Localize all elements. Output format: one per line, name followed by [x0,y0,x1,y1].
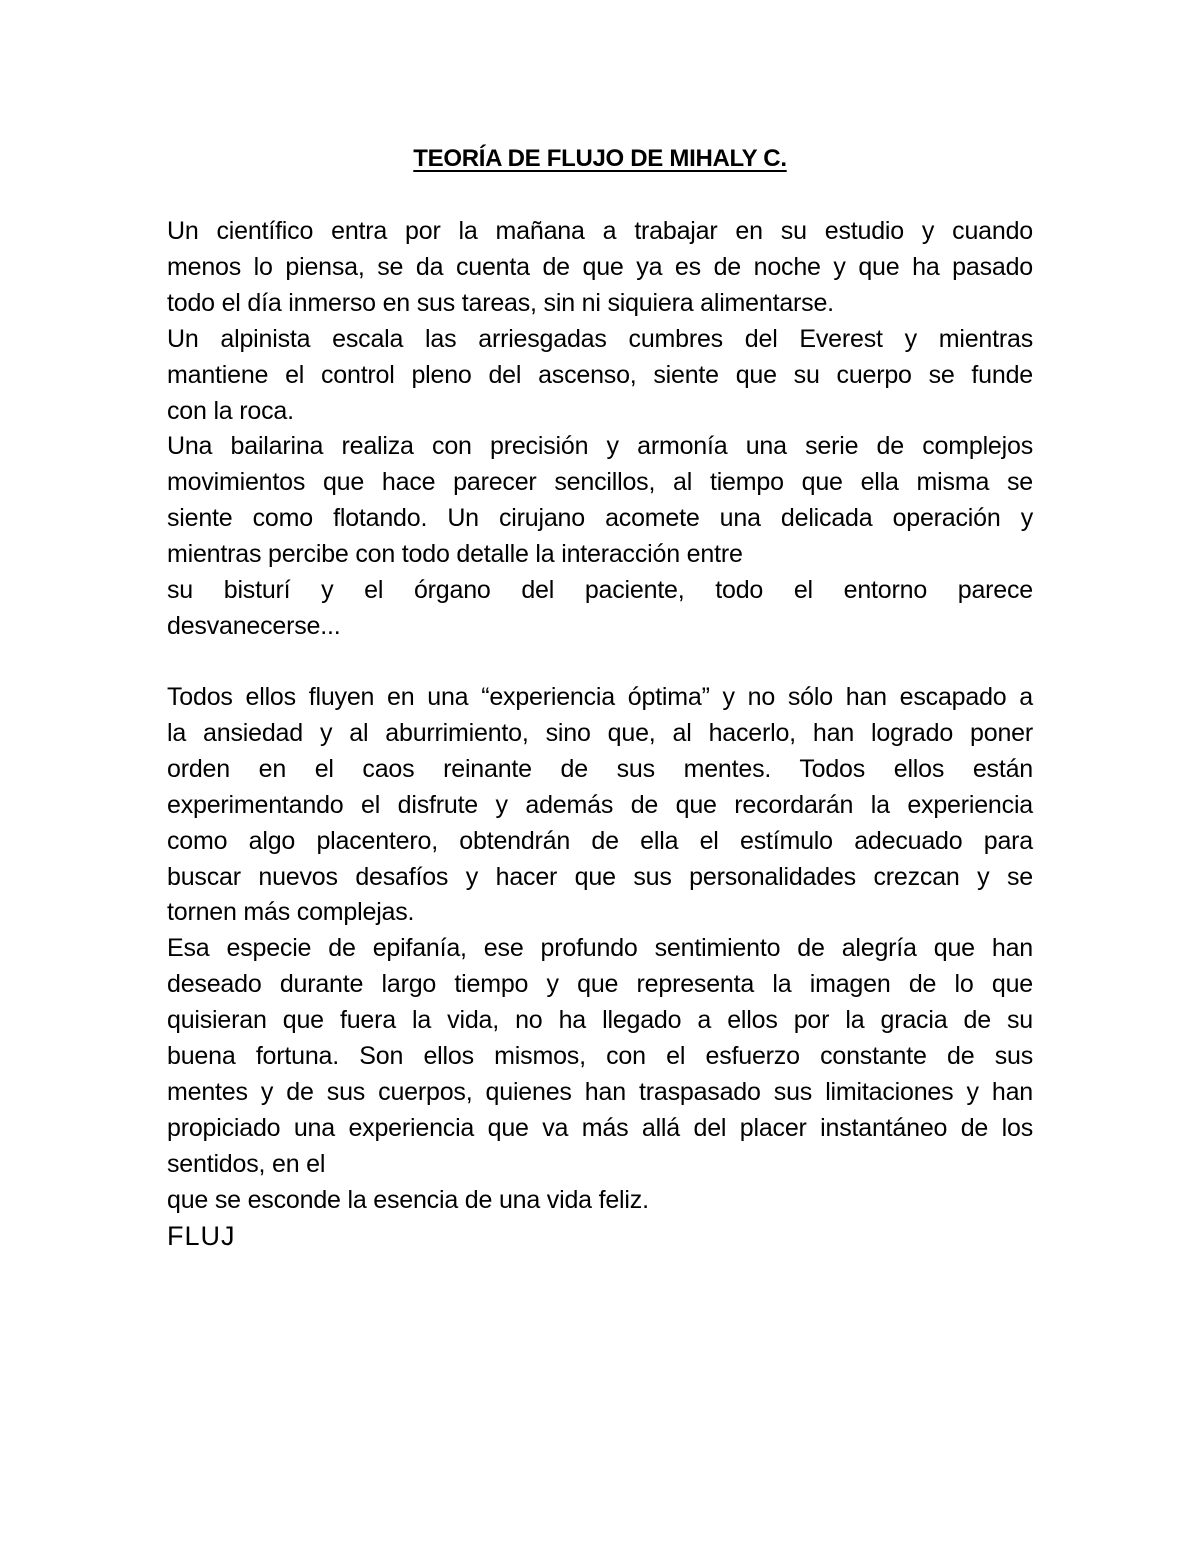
text-line: que se esconde la esencia de una vida feliz. [167,1186,649,1214]
text-line: buscar nuevos desafíos y hacer que sus personalidades crezcan y se [167,863,1033,891]
text-line: mantiene el control pleno del ascenso, siente que su cuerpo se funde [167,361,1033,389]
text-line: sentidos, en el [167,1150,326,1178]
text-line: orden en el caos reinante de sus mentes. Todos ellos están [167,755,1033,783]
text-line: Un científico entra por la mañana a trabajar en su estudio y cuando [167,217,1033,245]
truncated-heading: FLUJ [167,1221,236,1251]
text-line: tornen más complejas. [167,898,415,926]
text-line: buena fortuna. Son ellos mismos, con el esfuerzo constante de sus [167,1042,1033,1070]
text-line: menos lo piensa, se da cuenta de que ya es de noche y que ha pasado [167,253,1033,281]
document-title [0,141,1200,177]
text-line: Un alpinista escala las arriesgadas cumbres del Everest y mientras [167,325,1033,353]
text-line: con la roca. [167,397,294,425]
text-line: siente como flotando. Un cirujano acomete una delicada operación y [167,504,1033,532]
text-line: la ansiedad y al aburrimiento, sino que, al hacerlo, han logrado poner [167,719,1033,747]
document-title-text: TEORÍA DE FLUJO DE MIHALY C. [413,145,787,172]
text-line: Una bailarina realiza con precisión y armonía una serie de complejos [167,432,1033,460]
text-line: desvanecerse... [167,612,341,640]
text-line: mientras percibe con todo detalle la interacción entre [167,540,743,568]
text-line: experimentando el disfrute y además de que recordarán la experiencia [167,791,1033,819]
text-line: todo el día inmerso en sus tareas, sin ni siquiera alimentarse. [167,289,834,317]
text-line: Todos ellos fluyen en una “experiencia óptima” y no sólo han escapado a [167,683,1033,711]
text-line: deseado durante largo tiempo y que representa la imagen de lo que [167,970,1033,998]
text-line: su bisturí y el órgano del paciente, todo el entorno parece [167,576,1033,604]
text-line: mentes y de sus cuerpos, quienes han traspasado sus limitaciones y han [167,1078,1033,1106]
text-line: como algo placentero, obtendrán de ella el estímulo adecuado para [167,827,1033,855]
text-line: propiciado una experiencia que va más allá del placer instantáneo de los [167,1114,1033,1142]
text-line: movimientos que hace parecer sencillos, al tiempo que ella misma se [167,468,1033,496]
text-line: Esa especie de epifanía, ese profundo sentimiento de alegría que han [167,934,1033,962]
text-line: quisieran que fuera la vida, no ha llegado a ellos por la gracia de su [167,1006,1033,1034]
